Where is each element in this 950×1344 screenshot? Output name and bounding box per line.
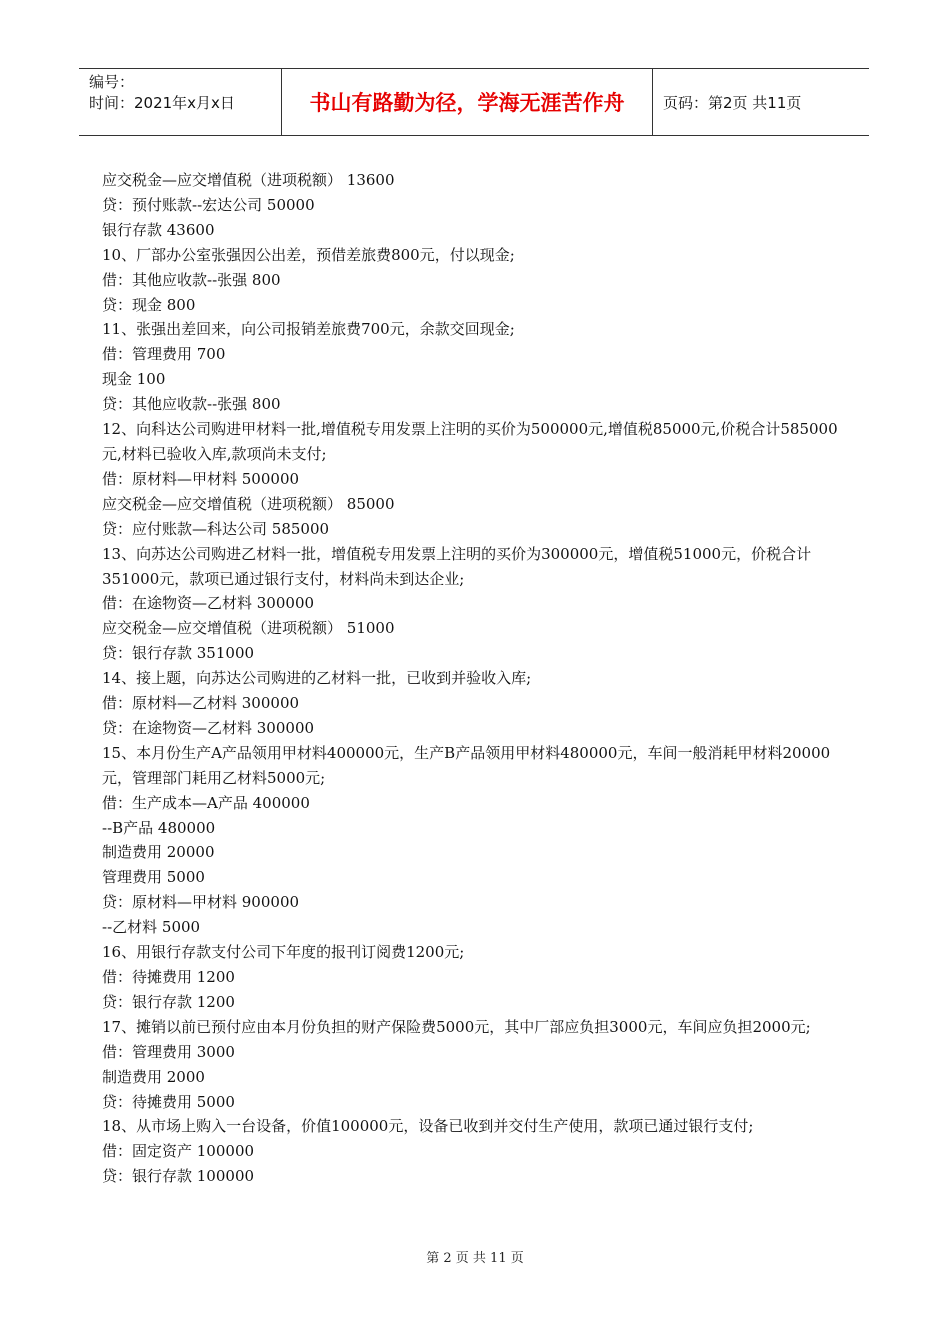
text-line: 银行存款 43600 <box>102 220 215 239</box>
text-line: 贷：应付账款—科达公司 585000 <box>102 519 330 538</box>
text-line: 14、接上题，向苏达公司购进的乙材料一批，已收到并验收入库; <box>102 669 532 688</box>
text-line: 制造费用 20000 <box>102 843 215 862</box>
text-line: 贷：银行存款 1200 <box>102 992 235 1011</box>
header-page-code: 页码：第2页 共11页 <box>663 93 802 112</box>
document-time-label: 时间：2021年x月x日 <box>89 94 235 112</box>
text-line: 贷：银行存款 351000 <box>102 644 255 663</box>
page-footer: 第 2 页 共 11 页 <box>426 1251 524 1266</box>
document-number-label: 编号： <box>89 73 135 91</box>
text-line: 贷：原材料—甲材料 900000 <box>102 893 300 912</box>
text-line: 贷：现金 800 <box>102 295 196 314</box>
text-line: 贷：其他应收款--张强 800 <box>102 395 281 414</box>
text-line: 贷：银行存款 100000 <box>102 1167 255 1186</box>
text-line: 现金 100 <box>102 370 166 389</box>
header-motto: 书山有路勤为径，学海无涯苦作舟 <box>281 69 653 135</box>
text-line: 借：生产成本—A产品 400000 <box>102 793 310 812</box>
text-line: --B产品 480000 <box>102 818 216 837</box>
text-line: 18、从市场上购入一台设备，价值100000元，设备已收到并交付生产使用，款项已通过银行支付; <box>102 1117 754 1136</box>
text-line: 贷：预付账款--宏达公司 50000 <box>102 195 315 214</box>
text-line: 15、本月份生产A产品领用甲材料400000元，生产B产品领用甲材料480000元，车间一般消耗甲材料20000元，管理部门耗用乙材料5000元; <box>102 743 831 787</box>
text-line: 借：原材料—甲材料 500000 <box>102 469 300 488</box>
text-line: 应交税金—应交增值税（进项税额） 13600 <box>102 171 395 189</box>
text-line: 借：在途物资—乙材料 300000 <box>102 594 315 613</box>
text-line: 应交税金—应交增值税（进项税额） 51000 <box>102 619 395 638</box>
text-line: 借：其他应收款--张强 800 <box>102 270 281 289</box>
text-line: 借：管理费用 700 <box>102 345 226 364</box>
text-line: 13、向苏达公司购进乙材料一批，增值税专用发票上注明的买价为300000元，增值税51000元，价税合计351000元，款项已通过银行支付，材料尚未到达企业; <box>102 544 812 588</box>
document-body <box>102 168 850 1189</box>
text-line: 管理费用 5000 <box>102 868 205 887</box>
header-meta <box>79 69 281 135</box>
text-line: 贷：在途物资—乙材料 300000 <box>102 718 315 737</box>
text-line: 贷：待摊费用 5000 <box>102 1092 235 1111</box>
text-line: 12、向科达公司购进甲材料一批,增值税专用发票上注明的买价为500000元,增值税85000元,价税合计585000元,材料已验收入库,款项尚未支付; <box>102 420 838 463</box>
text-line: 应交税金—应交增值税（进项税额） 85000 <box>102 494 395 513</box>
text-line: 借：固定资产 100000 <box>102 1142 255 1161</box>
text-line: 借：管理费用 3000 <box>102 1042 235 1061</box>
page-header <box>79 68 869 136</box>
text-line: --乙材料 5000 <box>102 918 201 937</box>
text-line: 借：待摊费用 1200 <box>102 968 235 986</box>
text-line: 10、厂部办公室张强因公出差，预借差旅费800元，付以现金; <box>102 245 515 264</box>
text-line: 借：原材料—乙材料 300000 <box>102 694 300 713</box>
text-line: 制造费用 2000 <box>102 1067 205 1086</box>
text-line: 17、摊销以前已预付应由本月份负担的财产保险费5000元，其中厂部应负担3000元，车间应负担2000元; <box>102 1017 811 1036</box>
text-line: 11、张强出差回来，向公司报销差旅费700元，余款交回现金; <box>102 320 515 339</box>
text-line: 16、用银行存款支付公司下年度的报刊订阅费1200元; <box>102 943 465 962</box>
